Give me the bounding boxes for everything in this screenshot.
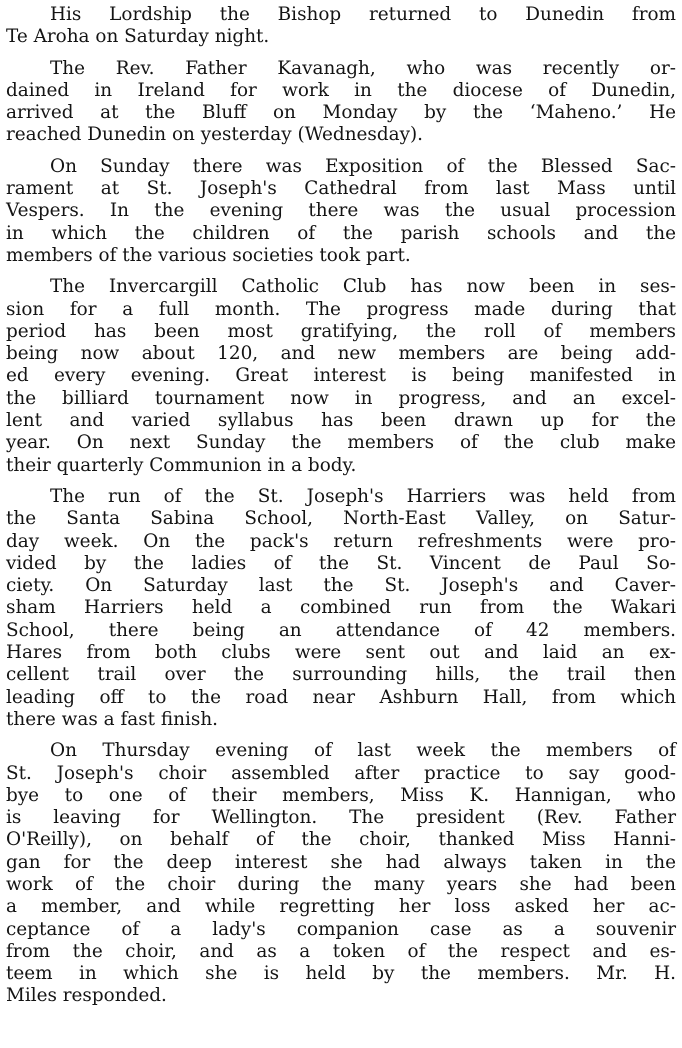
text-line: year. On next Sunday the members of the club make	[6, 432, 676, 454]
text-line: members of the various societies took part.	[6, 244, 411, 266]
text-line: ed every evening. Great interest is being manifested in	[6, 365, 676, 387]
text-line: vided by the ladies of the St. Vincent de Paul So-	[6, 552, 676, 574]
text-line: period has been most gratifying, the roll of members	[6, 320, 676, 342]
text-line: Hares from both clubs were sent out and laid an ex-	[6, 642, 676, 664]
text-line: The Rev. Father Kavanagh, who was recently or-	[50, 57, 676, 79]
text-line: His Lordship the Bishop returned to Dunedin from	[50, 4, 676, 25]
text-line: there was a fast finish.	[6, 708, 219, 730]
text-line: dained in Ireland for work in the diocese of Dunedin,	[6, 79, 676, 101]
text-line: their quarterly Communion in a body.	[6, 454, 357, 476]
text-line: St. Joseph's choir assembled after practice to say good-	[6, 762, 676, 784]
text-line: sham Harriers held a combined run from the Wakari	[6, 597, 676, 619]
paragraph-catholic-club	[6, 276, 676, 477]
text-line: work of the choir during the many years she had been	[6, 873, 676, 895]
text-line: leading off to the road near Ashburn Hall, from which	[6, 686, 676, 708]
news-article	[6, 4, 676, 1008]
text-line: School, there being an attendance of 42 members.	[6, 619, 676, 641]
text-line: teem in which she is held by the members. Mr. H.	[6, 963, 676, 985]
text-line: The Invercargill Catholic Club has now been in ses-	[50, 276, 676, 298]
text-line: bye to one of their members, Miss K. Hannigan, who	[6, 784, 676, 806]
paragraph-harriers	[6, 486, 676, 731]
text-line: the Santa Sabina School, North-East Valley, on Satur-	[6, 508, 676, 530]
text-line: reached Dunedin on yesterday (Wednesday).	[6, 124, 424, 146]
text-line: The run of the St. Joseph's Harriers was held from	[50, 485, 676, 507]
text-line: ciety. On Saturday last the St. Joseph's and Caver-	[6, 575, 676, 597]
text-line: ceptance of a lady's companion case as a souvenir	[6, 918, 676, 940]
text-line: On Sunday there was Exposition of the Blessed Sac-	[50, 155, 676, 177]
paragraph-bishop-return	[6, 4, 676, 49]
text-line: in which the children of the parish schools and the	[6, 222, 676, 244]
text-line: lent and varied syllabus has been drawn up for the	[6, 410, 676, 432]
paragraph-exposition	[6, 156, 676, 267]
text-line: arrived at the Bluff on Monday by the ‘Maheno.’ He	[6, 102, 676, 124]
text-line: Miles responded.	[6, 985, 167, 1007]
paragraph-father-kavanagh	[6, 58, 676, 147]
text-line: the billiard tournament now in progress, and an excel-	[6, 387, 676, 409]
text-line: day week. On the pack's return refreshments were pro-	[6, 530, 676, 552]
text-line: On Thursday evening of last week the members of	[50, 740, 676, 762]
text-line: from the choir, and as a token of the respect and es-	[6, 940, 676, 962]
text-line: being now about 120, and new members are being add-	[6, 343, 676, 365]
paragraph-choir-farewell	[6, 740, 676, 1008]
text-line: cellent trail over the surrounding hills, the trail then	[6, 664, 676, 686]
text-line: sion for a full month. The progress made during that	[6, 298, 676, 320]
text-line: O'Reilly), on behalf of the choir, thanked Miss Hanni-	[6, 829, 676, 851]
text-line: gan for the deep interest she had always taken in the	[6, 851, 676, 873]
text-line: Vespers. In the evening there was the usual procession	[6, 200, 676, 222]
text-line: Te Aroha on Saturday night.	[6, 26, 270, 48]
text-line: is leaving for Wellington. The president (Rev. Father	[6, 807, 676, 829]
text-line: a member, and while regretting her loss asked her ac-	[6, 896, 676, 918]
text-line: rament at St. Joseph's Cathedral from last Mass until	[6, 178, 676, 200]
